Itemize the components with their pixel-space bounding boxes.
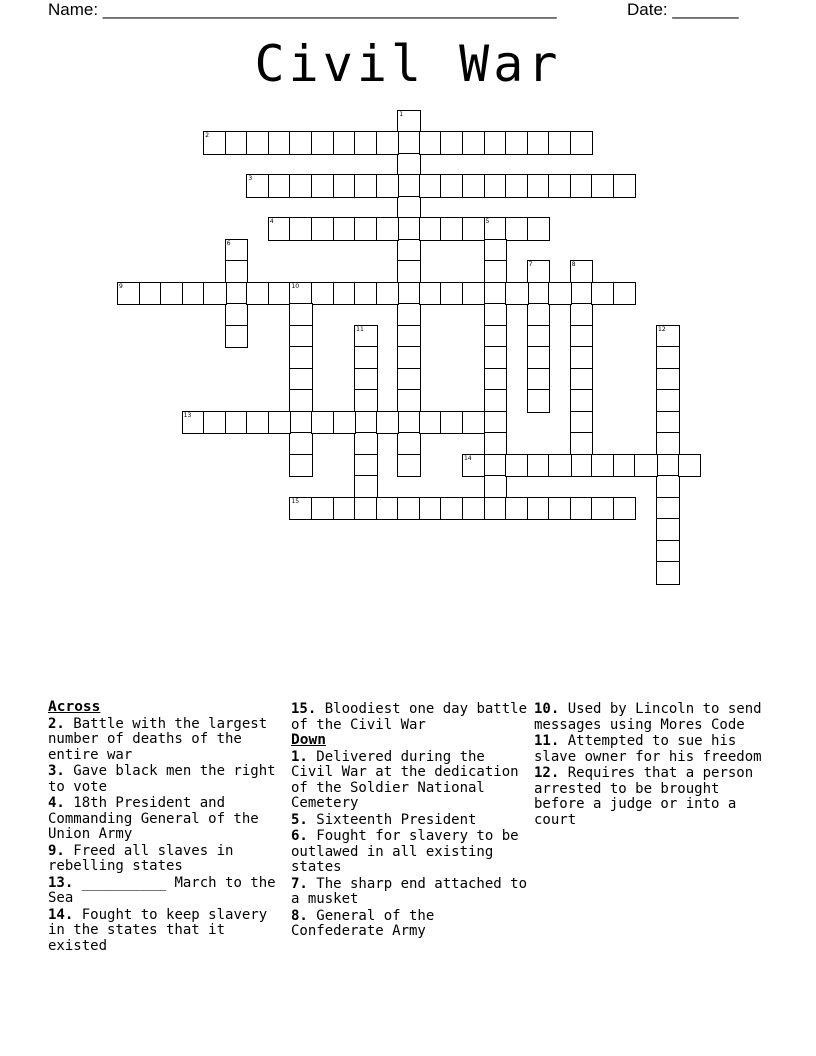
grid-cell[interactable] xyxy=(289,346,313,370)
clue-down-6: 6. Fought for slavery to be outlawed in all existing states xyxy=(291,828,519,875)
grid-cell[interactable] xyxy=(570,325,594,349)
grid-cell[interactable] xyxy=(656,325,680,349)
grid-cell[interactable] xyxy=(656,561,680,585)
grid-cell[interactable] xyxy=(354,282,378,306)
grid-cell[interactable] xyxy=(505,497,529,521)
grid-cell[interactable] xyxy=(462,497,486,521)
grid-cell[interactable] xyxy=(376,411,400,435)
grid-cell[interactable] xyxy=(440,411,464,435)
clue-number: 9 xyxy=(119,282,123,290)
grid-cell[interactable] xyxy=(548,497,572,521)
grid-cell[interactable] xyxy=(527,260,551,284)
grid-cell[interactable] xyxy=(397,153,421,177)
clue-down-11: 11. Attempted to sue his slave owner for his freedom xyxy=(534,733,762,765)
grid-cell[interactable] xyxy=(333,411,357,435)
page-title: Civil War xyxy=(254,35,562,93)
grid-cell[interactable] xyxy=(484,325,508,349)
grid-cell[interactable] xyxy=(570,346,594,370)
grid-cell[interactable] xyxy=(397,260,421,284)
clue-down-8: 8. General of the Confederate Army xyxy=(291,907,435,939)
grid-cell[interactable] xyxy=(246,174,270,198)
grid-cell[interactable] xyxy=(289,497,313,521)
grid-cell[interactable] xyxy=(397,346,421,370)
grid-cell[interactable] xyxy=(268,282,292,306)
grid-cell[interactable] xyxy=(548,282,572,306)
clue-column-3 xyxy=(534,702,770,828)
grid-cell[interactable] xyxy=(484,174,508,198)
grid-cell[interactable] xyxy=(656,389,680,413)
grid-cell[interactable] xyxy=(376,131,400,155)
grid-cell[interactable] xyxy=(440,217,464,241)
clue-number: 8 xyxy=(571,261,576,268)
clue-number: 6 xyxy=(226,239,231,247)
clue-number: 15 xyxy=(291,497,300,505)
grid-cell[interactable] xyxy=(203,131,227,155)
grid-cell[interactable] xyxy=(484,131,508,155)
clue-number: 5 xyxy=(485,218,490,225)
grid-cell[interactable] xyxy=(419,131,443,155)
grid-cell[interactable] xyxy=(289,432,313,456)
grid-cell[interactable] xyxy=(570,368,594,392)
grid-cell[interactable] xyxy=(311,497,335,521)
grid-cell[interactable] xyxy=(225,411,249,435)
grid-cell[interactable] xyxy=(333,174,357,198)
clue-number: 7 xyxy=(528,261,533,268)
grid-cell[interactable] xyxy=(289,303,313,327)
grid-cell[interactable] xyxy=(484,260,508,284)
grid-cell[interactable] xyxy=(333,497,357,521)
grid-cell[interactable] xyxy=(225,325,249,349)
grid-cell[interactable] xyxy=(462,282,486,306)
grid-cell[interactable] xyxy=(117,282,141,306)
grid-cell[interactable] xyxy=(397,131,421,155)
grid-cell[interactable] xyxy=(289,389,313,413)
grid-cell[interactable] xyxy=(289,325,313,349)
grid-cell[interactable] xyxy=(570,282,594,306)
grid-cell[interactable] xyxy=(527,389,551,413)
grid-cell[interactable] xyxy=(289,368,313,392)
grid-cell[interactable] xyxy=(333,217,357,241)
grid-cell[interactable] xyxy=(397,325,421,349)
grid-cell[interactable] xyxy=(354,389,378,413)
grid-cell[interactable] xyxy=(225,131,249,155)
grid-cell[interactable] xyxy=(440,282,464,306)
grid-cell[interactable] xyxy=(548,174,572,198)
grid-cell[interactable] xyxy=(354,432,378,456)
grid-cell[interactable] xyxy=(376,497,400,521)
grid-cell[interactable] xyxy=(354,497,378,521)
grid-cell[interactable] xyxy=(462,454,486,478)
grid-cell[interactable] xyxy=(484,346,508,370)
grid-cell[interactable] xyxy=(484,411,508,435)
grid-cell[interactable] xyxy=(289,282,313,306)
grid-cell[interactable] xyxy=(354,325,378,349)
grid-cell[interactable] xyxy=(656,497,680,521)
grid-cell[interactable] xyxy=(354,475,378,499)
grid-cell[interactable] xyxy=(505,282,529,306)
grid-cell[interactable] xyxy=(419,282,443,306)
grid-cell[interactable] xyxy=(527,368,551,392)
clue-number: 3 xyxy=(248,175,253,182)
grid-cell[interactable] xyxy=(527,303,551,327)
clue-across-4: 4. 18th President and Commanding General of the Union Army xyxy=(48,795,259,842)
grid-cell[interactable] xyxy=(505,131,529,155)
grid-cell[interactable] xyxy=(246,131,270,155)
grid-cell[interactable] xyxy=(311,131,335,155)
grid-cell[interactable] xyxy=(225,303,249,327)
grid-cell[interactable] xyxy=(139,282,163,306)
grid-cell[interactable] xyxy=(527,325,551,349)
grid-cell[interactable] xyxy=(225,282,249,306)
clue-number: 4 xyxy=(269,218,274,225)
clue-column-1 xyxy=(48,700,283,954)
grid-cell[interactable] xyxy=(656,346,680,370)
grid-cell[interactable] xyxy=(182,282,206,306)
grid-cell[interactable] xyxy=(591,174,615,198)
grid-cell[interactable] xyxy=(397,432,421,456)
grid-cell[interactable] xyxy=(289,131,313,155)
grid-cell[interactable] xyxy=(570,432,594,456)
grid-cell[interactable] xyxy=(376,174,400,198)
grid-cell[interactable] xyxy=(397,454,421,478)
grid-cell[interactable] xyxy=(656,475,680,499)
grid-cell[interactable] xyxy=(570,131,594,155)
grid-cell[interactable] xyxy=(289,454,313,478)
clue-across-3: 3. Gave black men the right to vote xyxy=(48,763,276,795)
grid-cell[interactable] xyxy=(397,368,421,392)
grid-cell[interactable] xyxy=(203,282,227,306)
grid-cell[interactable] xyxy=(570,389,594,413)
grid-cell[interactable] xyxy=(397,303,421,327)
grid-cell[interactable] xyxy=(462,217,486,241)
grid-cell[interactable] xyxy=(246,282,270,306)
grid-cell[interactable] xyxy=(570,411,594,435)
grid-cell[interactable] xyxy=(397,174,421,198)
name-field-label: Name: ________________________________________________ xyxy=(48,0,557,19)
clue-number: 10 xyxy=(291,282,300,290)
grid-cell[interactable] xyxy=(225,239,249,263)
clue-across-9: 9. Freed all slaves in rebelling states xyxy=(48,842,234,874)
grid-cell[interactable] xyxy=(354,454,378,478)
grid-cell[interactable] xyxy=(570,260,594,284)
grid-cell[interactable] xyxy=(656,454,680,478)
clue-number: 13 xyxy=(183,411,192,419)
grid-cell[interactable] xyxy=(289,217,313,241)
clue-number: 14 xyxy=(463,454,472,462)
grid-cell[interactable] xyxy=(354,368,378,392)
grid-cell[interactable] xyxy=(397,239,421,263)
grid-cell[interactable] xyxy=(484,497,508,521)
grid-cell[interactable] xyxy=(333,282,357,306)
grid-cell[interactable] xyxy=(397,389,421,413)
grid-cell[interactable] xyxy=(419,217,443,241)
grid-cell[interactable] xyxy=(484,389,508,413)
grid-cell[interactable] xyxy=(397,110,421,134)
grid-cell[interactable] xyxy=(527,131,551,155)
grid-cell[interactable] xyxy=(376,217,400,241)
across-heading: Across xyxy=(48,699,101,715)
grid-cell[interactable] xyxy=(354,411,378,435)
grid-cell[interactable] xyxy=(376,282,400,306)
grid-cell[interactable] xyxy=(570,454,594,478)
clue-down-10: 10. Used by Lincoln to send messages using Mores Code xyxy=(534,701,762,733)
grid-cell[interactable] xyxy=(591,282,615,306)
grid-cell[interactable] xyxy=(354,217,378,241)
grid-cell[interactable] xyxy=(484,475,508,499)
clue-number: 11 xyxy=(356,325,364,333)
grid-cell[interactable] xyxy=(419,497,443,521)
grid-cell[interactable] xyxy=(548,454,572,478)
grid-cell[interactable] xyxy=(484,303,508,327)
grid-cell[interactable] xyxy=(268,411,292,435)
grid-cell[interactable] xyxy=(333,131,357,155)
grid-cell[interactable] xyxy=(462,411,486,435)
grid-cell[interactable] xyxy=(613,282,637,306)
grid-cell[interactable] xyxy=(440,131,464,155)
grid-cell[interactable] xyxy=(397,217,421,241)
grid-cell[interactable] xyxy=(570,174,594,198)
grid-cell[interactable] xyxy=(397,497,421,521)
grid-cell[interactable] xyxy=(613,174,637,198)
grid-cell[interactable] xyxy=(440,174,464,198)
grid-cell[interactable] xyxy=(484,217,508,241)
grid-cell[interactable] xyxy=(354,174,378,198)
grid-cell[interactable] xyxy=(289,411,313,435)
grid-cell[interactable] xyxy=(484,282,508,306)
grid-cell[interactable] xyxy=(570,303,594,327)
grid-cell[interactable] xyxy=(505,454,529,478)
grid-cell[interactable] xyxy=(678,454,702,478)
grid-cell[interactable] xyxy=(160,282,184,306)
grid-cell[interactable] xyxy=(311,174,335,198)
grid-cell[interactable] xyxy=(527,282,551,306)
grid-cell[interactable] xyxy=(268,217,292,241)
grid-cell[interactable] xyxy=(203,411,227,435)
grid-cell[interactable] xyxy=(656,432,680,456)
grid-cell[interactable] xyxy=(419,411,443,435)
grid-cell[interactable] xyxy=(527,217,551,241)
grid-cell[interactable] xyxy=(656,368,680,392)
grid-cell[interactable] xyxy=(591,497,615,521)
clue-number: 1 xyxy=(399,110,404,118)
grid-cell[interactable] xyxy=(656,518,680,542)
grid-cell[interactable] xyxy=(246,411,270,435)
grid-cell[interactable] xyxy=(354,131,378,155)
grid-cell[interactable] xyxy=(484,432,508,456)
grid-cell[interactable] xyxy=(570,497,594,521)
grid-cell[interactable] xyxy=(289,174,313,198)
clue-number: 2 xyxy=(205,132,210,139)
clue-down-7: 7. The sharp end attached to a musket xyxy=(291,875,528,907)
grid-cell[interactable] xyxy=(311,411,335,435)
grid-cell[interactable] xyxy=(527,454,551,478)
grid-cell[interactable] xyxy=(484,368,508,392)
grid-cell[interactable] xyxy=(397,282,421,306)
grid-cell[interactable] xyxy=(462,131,486,155)
grid-cell[interactable] xyxy=(484,454,508,478)
grid-cell[interactable] xyxy=(354,346,378,370)
grid-cell[interactable] xyxy=(397,196,421,220)
clue-across-14: 14. Fought to keep slavery in the states that it existed xyxy=(48,906,268,954)
grid-cell[interactable] xyxy=(311,217,335,241)
grid-cell[interactable] xyxy=(311,282,335,306)
grid-cell[interactable] xyxy=(527,497,551,521)
grid-cell[interactable] xyxy=(182,411,206,435)
down-heading: Down xyxy=(291,732,326,748)
grid-cell[interactable] xyxy=(656,540,680,564)
grid-cell[interactable] xyxy=(440,497,464,521)
grid-cell[interactable] xyxy=(462,174,486,198)
clue-across-15: 15. Bloodiest one day battle of the Civil War xyxy=(291,701,528,733)
grid-cell[interactable] xyxy=(634,454,658,478)
grid-cell[interactable] xyxy=(505,217,529,241)
clue-number: 12 xyxy=(658,325,666,333)
grid-cell[interactable] xyxy=(505,174,529,198)
grid-cell[interactable] xyxy=(613,454,637,478)
grid-cell[interactable] xyxy=(268,131,292,155)
clue-down-5: 5. Sixteenth President xyxy=(291,811,477,828)
clue-column-2 xyxy=(291,702,527,940)
clue-down-12: 12. Requires that a person arrested to be brought before a judge or into a court xyxy=(534,765,754,828)
grid-cell[interactable] xyxy=(397,411,421,435)
grid-cell[interactable] xyxy=(419,174,443,198)
grid-cell[interactable] xyxy=(527,346,551,370)
grid-cell[interactable] xyxy=(548,131,572,155)
grid-cell[interactable] xyxy=(656,411,680,435)
clue-across-2: 2. Battle with the largest number of deaths of the entire war xyxy=(48,715,268,763)
grid-cell[interactable] xyxy=(484,239,508,263)
grid-cell[interactable] xyxy=(268,174,292,198)
date-field-label: Date: _______ xyxy=(627,0,739,19)
grid-cell[interactable] xyxy=(613,497,637,521)
clue-across-13: 13. __________ March to the Sea xyxy=(48,874,276,906)
grid-cell[interactable] xyxy=(527,174,551,198)
clue-down-1: 1. Delivered during the Civil War at the dedication of the Soldier National Cemetery xyxy=(291,748,519,811)
grid-cell[interactable] xyxy=(591,454,615,478)
grid-cell[interactable] xyxy=(225,260,249,284)
